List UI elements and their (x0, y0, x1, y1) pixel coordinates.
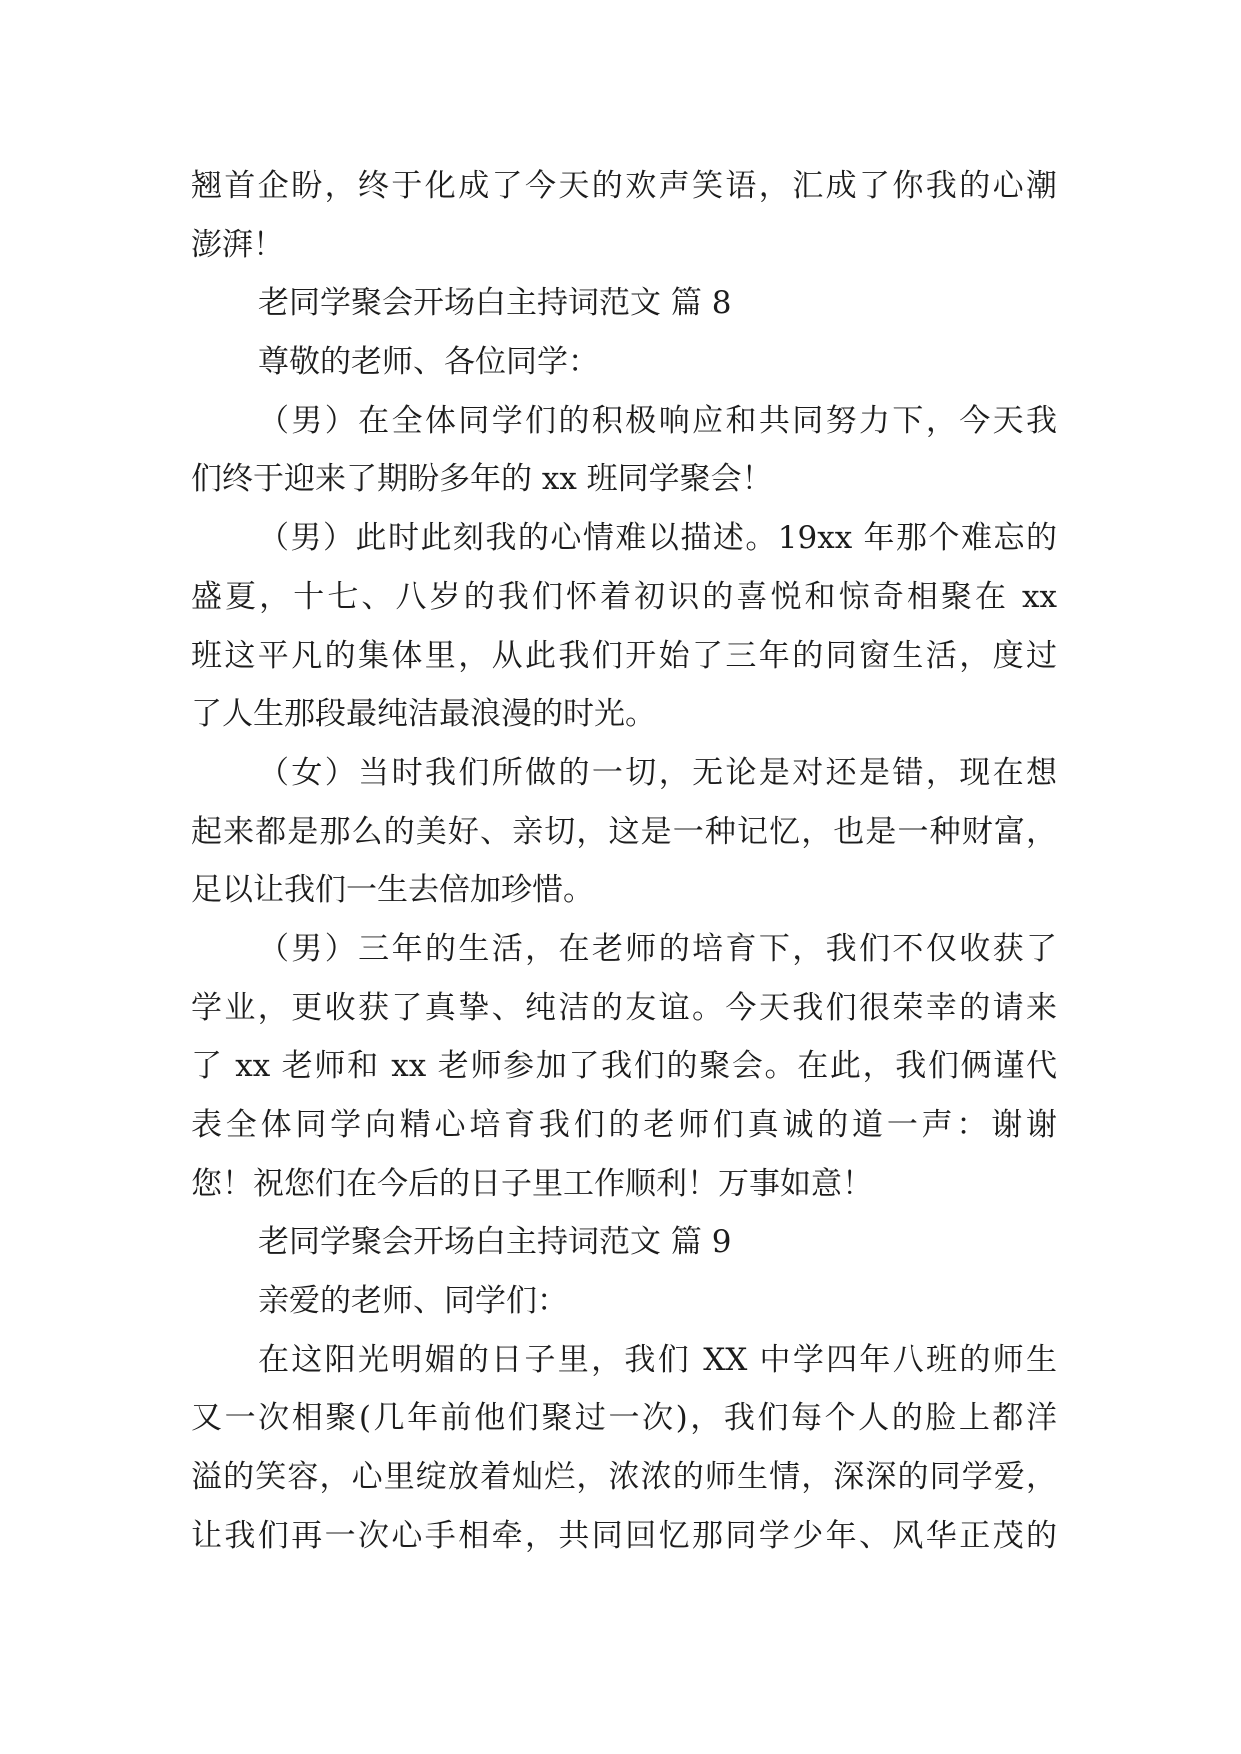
paragraph-line: 起来都是那么的美好、亲切，这是一种记忆，也是一种财富， (191, 813, 1057, 850)
paragraph (191, 509, 1057, 744)
paragraph-line: 学业，更收获了真挚、纯洁的友谊。今天我们很荣幸的请来 (191, 989, 1057, 1026)
paragraph-line: （男）此时此刻我的心情难以描述。19xx 年那个难忘的 (258, 520, 1057, 557)
paragraph-line: 在这阳光明媚的日子里，我们 XX 中学四年八班的师生 (258, 1341, 1057, 1378)
paragraph-line: 又一次相聚(几年前他们聚过一次)，我们每个人的脸上都洋 (191, 1400, 1057, 1437)
paragraph-line: 表全体同学向精心培育我们的老师们真诚的道一声：谢谢 (191, 1107, 1057, 1143)
paragraph (191, 920, 1057, 1213)
document-body (191, 157, 1057, 1566)
paragraph (191, 392, 1057, 509)
section-heading-text: 老同学聚会开场白主持词范文 篇 9 (258, 1224, 732, 1261)
salutation (191, 333, 1057, 392)
paragraph-line: 澎湃！ (191, 226, 284, 263)
paragraph-line: 溢的笑容，心里绽放着灿烂，浓浓的师生情，深深的同学爱， (191, 1459, 1057, 1496)
paragraph-line: （男）在全体同学们的积极响应和共同努力下，今天我 (258, 402, 1057, 439)
paragraph-line: 您！祝您们在今后的日子里工作顺利！万事如意！ (191, 1165, 873, 1202)
paragraph (191, 1331, 1057, 1566)
paragraph-line: 了人生那段最纯洁最浪漫的时光。 (191, 696, 656, 733)
section-heading (191, 1213, 1057, 1272)
paragraph-line: 了 xx 老师和 xx 老师参加了我们的聚会。在此，我们俩谨代 (191, 1048, 1057, 1085)
paragraph-line: 让我们再一次心手相牵，共同回忆那同学少年、风华正茂的 (191, 1517, 1057, 1554)
paragraph-line: 足以让我们一生去倍加珍惜。 (191, 872, 594, 909)
paragraph-line: 盛夏，十七、八岁的我们怀着初识的喜悦和惊奇相聚在 xx (191, 578, 1057, 615)
paragraph (191, 157, 1057, 274)
salutation (191, 1272, 1057, 1331)
section-heading-text: 老同学聚会开场白主持词范文 篇 8 (258, 285, 732, 322)
paragraph-line: （男）三年的生活，在老师的培育下，我们不仅收获了 (258, 930, 1057, 967)
paragraph (191, 744, 1057, 920)
paragraph-line: 们终于迎来了期盼多年的 xx 班同学聚会！ (191, 461, 773, 498)
paragraph-line: 班这平凡的集体里，从此我们开始了三年的同窗生活，度过 (191, 637, 1057, 674)
salutation-text: 亲爱的老师、同学们： (258, 1283, 568, 1320)
paragraph-line: 翘首企盼，终于化成了今天的欢声笑语，汇成了你我的心潮 (191, 168, 1057, 204)
salutation-text: 尊敬的老师、各位同学： (258, 344, 599, 381)
section-heading (191, 274, 1057, 333)
paragraph-line: （女）当时我们所做的一切，无论是对还是错，现在想 (258, 754, 1057, 791)
